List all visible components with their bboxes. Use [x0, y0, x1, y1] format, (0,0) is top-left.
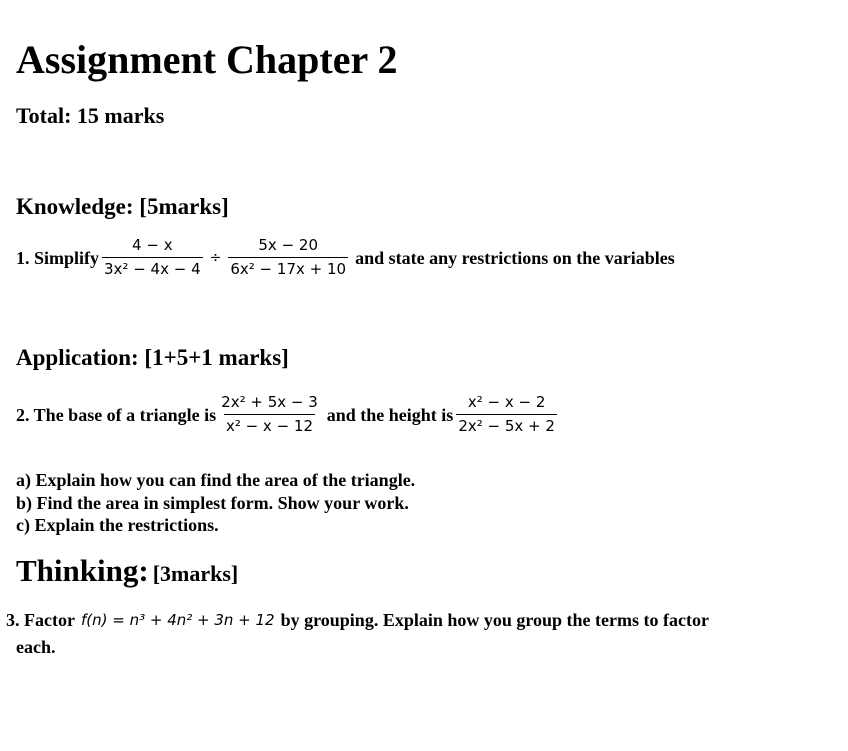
knowledge-heading: Knowledge: [5marks]	[16, 194, 229, 219]
q1-suffix: and state any restrictions on the variables	[355, 247, 675, 268]
q3-expression: f(n) = n³ + 4n² + 3n + 12	[80, 611, 275, 629]
q1-fraction-2	[228, 236, 348, 279]
thinking-heading	[16, 553, 238, 589]
assignment-title: Assignment Chapter 2	[16, 37, 398, 82]
q2-height-fraction	[456, 393, 557, 436]
divide-operator: ÷	[209, 249, 222, 266]
q2-height-denominator: 2x² − 5x + 2	[456, 414, 557, 436]
q2-height-numerator: x² − x − 2	[467, 393, 546, 411]
q1-frac2-denominator: 6x² − 17x + 10	[228, 257, 348, 279]
q2-part-b: b) Find the area in simplest form. Show your work.	[16, 493, 409, 513]
question-1	[16, 236, 675, 279]
question-2	[16, 393, 560, 436]
q2-part-c: c) Explain the restrictions.	[16, 515, 219, 535]
total-marks: Total: 15 marks	[16, 103, 165, 128]
q2-base-fraction	[219, 393, 320, 436]
application-heading: Application: [1+5+1 marks]	[16, 345, 289, 370]
q2-base-denominator: x² − x − 12	[224, 414, 315, 436]
q2-base-numerator: 2x² + 5x − 3	[221, 393, 318, 411]
q1-frac2-numerator: 5x − 20	[258, 236, 319, 254]
q1-frac1-denominator: 3x² − 4x − 4	[102, 257, 203, 279]
q2-part-a: a) Explain how you can find the area of the triangle.	[16, 470, 416, 490]
q3-suffix: by grouping. Explain how you group the terms to factor	[280, 610, 709, 630]
question-3	[6, 609, 709, 631]
q3-continuation: each.	[16, 637, 56, 657]
thinking-heading-marks: [3marks]	[152, 561, 239, 586]
q1-fraction-1	[102, 236, 203, 279]
q1-prefix: 1. Simplify	[16, 247, 100, 268]
q2-middle-text: and the height is	[326, 404, 454, 425]
q3-prefix: 3. Factor	[6, 610, 75, 630]
thinking-heading-main: Thinking:	[16, 553, 149, 588]
q2-prefix: 2. The base of a triangle is	[16, 404, 217, 425]
q1-frac1-numerator: 4 − x	[132, 236, 173, 254]
